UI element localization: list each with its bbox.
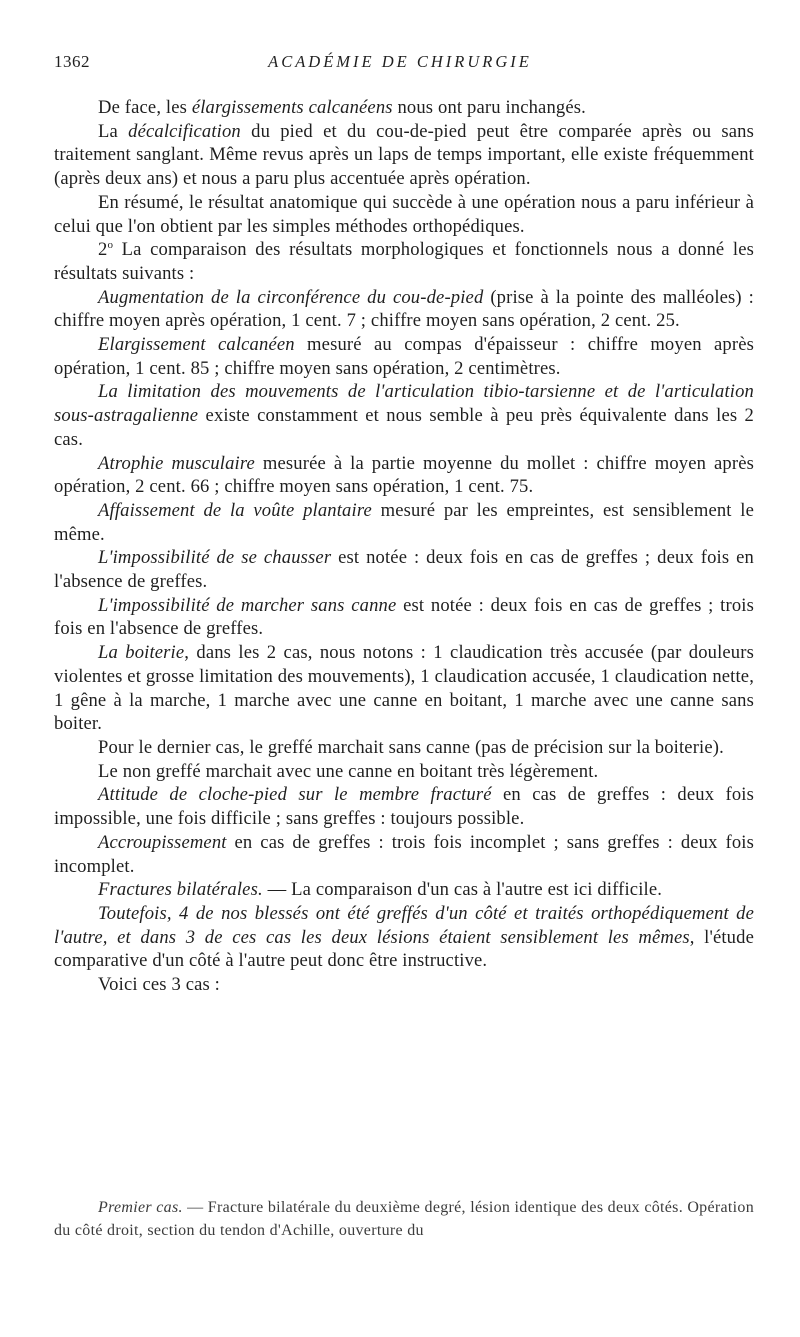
paragraph: Attitude de cloche-pied sur le membre fracturé en cas de greffes : deux fois impossible, une fois difficile ; sans greffes : toujours possible. — [54, 784, 755, 830]
body-text — [54, 96, 754, 997]
paragraph: En résumé, le résultat anatomique qui succède à une opération nous a paru inférieur à celui que l'on obtient par les simples méthodes orthopédiques. — [54, 191, 754, 237]
paragraph: Augmentation de la circonférence du cou-de-pied (prise à la pointe des malléoles) : chiffre moyen après opération, 1 cent. 7 ; chiffre moyen sans opération, 2 cent. 25. — [54, 286, 754, 332]
paragraph: Elargissement calcanéen mesuré au compas d'épaisseur : chiffre moyen après opération, 1 cent. 85 ; chiffre moyen sans opération, 2 centimètres. — [54, 334, 754, 379]
paragraph: Le non greffé marchait avec une canne en boitant très légèrement. — [98, 760, 599, 782]
paragraph: Pour le dernier cas, le greffé marchait sans canne (pas de précision sur la boiterie). — [98, 736, 724, 758]
running-title: ACADÉMIE DE CHIRURGIE — [268, 52, 532, 71]
case-description: Premier cas. — Fracture bilatérale du deuxième degré, lésion identique des deux côtés. Opération du côté droit, section du tendon d'Achille, ouverture du — [54, 1199, 755, 1239]
paragraph: Voici ces 3 cas : — [98, 974, 221, 996]
paragraph: Accroupissement en cas de greffes : trois fois incomplet ; sans greffes : deux fois incomplet. — [54, 831, 754, 877]
paragraph: L'impossibilité de se chausser est notée : deux fois en cas de greffes ; deux fois en l'absence de greffes. — [54, 547, 754, 593]
paragraph: L'impossibilité de marcher sans canne est notée : deux fois en cas de greffes ; trois fois en l'absence de greffes. — [54, 594, 754, 640]
small-print-section — [54, 1196, 754, 1242]
paragraph: La décalcification du pied et du cou-de-pied peut être comparée après ou sans traitement sanglant. Même revus après un laps de temps important, elle existe fréquemment (après deux ans) et nous a paru plus accentuée après opération. — [54, 120, 754, 190]
paragraph: La boiterie, dans les 2 cas, nous notons : 1 claudication très accusée (par douleurs violentes et grosse limitation des mouvements), 1 claudication accusée, 1 claudication nette, 1 gêne à la marche, 1 marche avec une canne en boitant, 1 marche avec une canne sans boiter. — [54, 642, 754, 735]
paragraph: La limitation des mouvements de l'articulation tibio-tarsienne et de l'articulation sous-astragalienne existe constamment et nous semble à peu près équivalente dans les 2 cas. — [54, 381, 754, 450]
page-number: 1362 — [54, 52, 90, 71]
paragraph: Atrophie musculaire mesurée à la partie moyenne du mollet : chiffre moyen après opération, 2 cent. 66 ; chiffre moyen sans opération, 1 cent. 75. — [54, 452, 754, 498]
paragraph: De face, les élargissements calcanéens nous ont paru inchangés. — [98, 97, 586, 118]
paragraph: 2$^o$ La comparaison des résultats morphologiques et fonctionnels nous a donné les résultats suivants : — [54, 239, 754, 284]
paragraph: Fractures bilatérales. — La comparaison d'un cas à l'autre est ici difficile. — [98, 879, 663, 901]
paragraph: Affaissement de la voûte plantaire mesuré par les empreintes, est sensiblement le même. — [54, 499, 754, 545]
paragraph: Toutefois, 4 de nos blessés ont été greffés d'un côté et traités orthopédiquement de l'autre, et dans 3 de ces cas les deux lésions étaient sensiblement les mêmes, l'étude comparative d'un côté à l'autre peut donc être instructive. — [54, 902, 754, 972]
